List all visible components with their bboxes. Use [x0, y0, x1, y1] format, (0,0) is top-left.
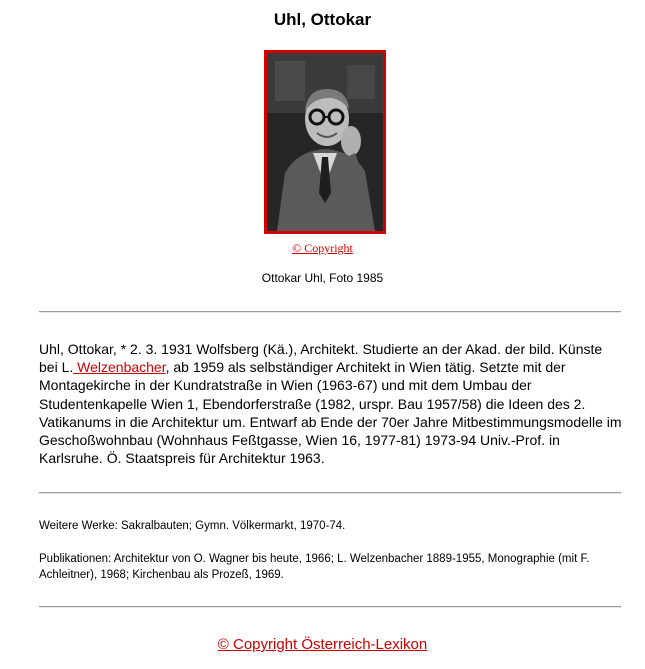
publications: Publikationen: Architektur von O. Wagner bis heute, 1966; L. Welzenbacher 1889-1955, Monographie (mit F. Achleitner), 1968; Kirchenbau als Prozeß, 1969.	[39, 553, 590, 581]
page-title: Uhl, Ottokar	[273, 10, 372, 29]
bio-text-start: Uhl, Ottokar, * 2. 3. 1931 Wolfsberg (Kä.), Architekt. Studierte an der Akad. der bild. Künste bei L.	[39, 341, 603, 376]
welzenbacher-link[interactable]: Welzenbacher	[73, 359, 166, 376]
bio-text-end: , ab 1959 als selbständiger Architekt in Wien tätig. Setzte mit der Montagekirche in der Kundratstraße in Wien (1963-67) und mit dem Umbau der Studentenkapelle Wien 1, Ebendorferstraße (1982, urspr. Bau 1957/58) die Ideen des 2. Vatikanums in die Architektur um. Entwarf ab Ende der 70er Jahre Mitbestimmungsmodelle im Geschoßwohnbau (Wohnhaus Feßtgasse, Wien 16, 1977-81) 1973-94 Univ.-Prof. in Karlsruhe. Ö. Staatspreis für Architektur 1963.	[39, 359, 622, 467]
further-works: Weitere Werke: Sakralbauten; Gymn. Völkermarkt, 1970-74.	[39, 520, 346, 532]
photo-copyright-row	[0, 241, 645, 256]
photo-caption: Ottokar Uhl, Foto 1985	[261, 271, 384, 285]
portrait-image	[267, 53, 383, 231]
portrait-photo[interactable]	[264, 50, 386, 234]
footer-copyright-link[interactable]: © Copyright Österreich-Lexikon	[217, 636, 428, 653]
divider	[39, 606, 621, 608]
divider	[39, 492, 621, 494]
footer	[0, 636, 645, 653]
biography-text	[39, 340, 624, 467]
divider	[39, 311, 621, 313]
photo-copyright-link[interactable]: © Copyright	[292, 241, 353, 255]
